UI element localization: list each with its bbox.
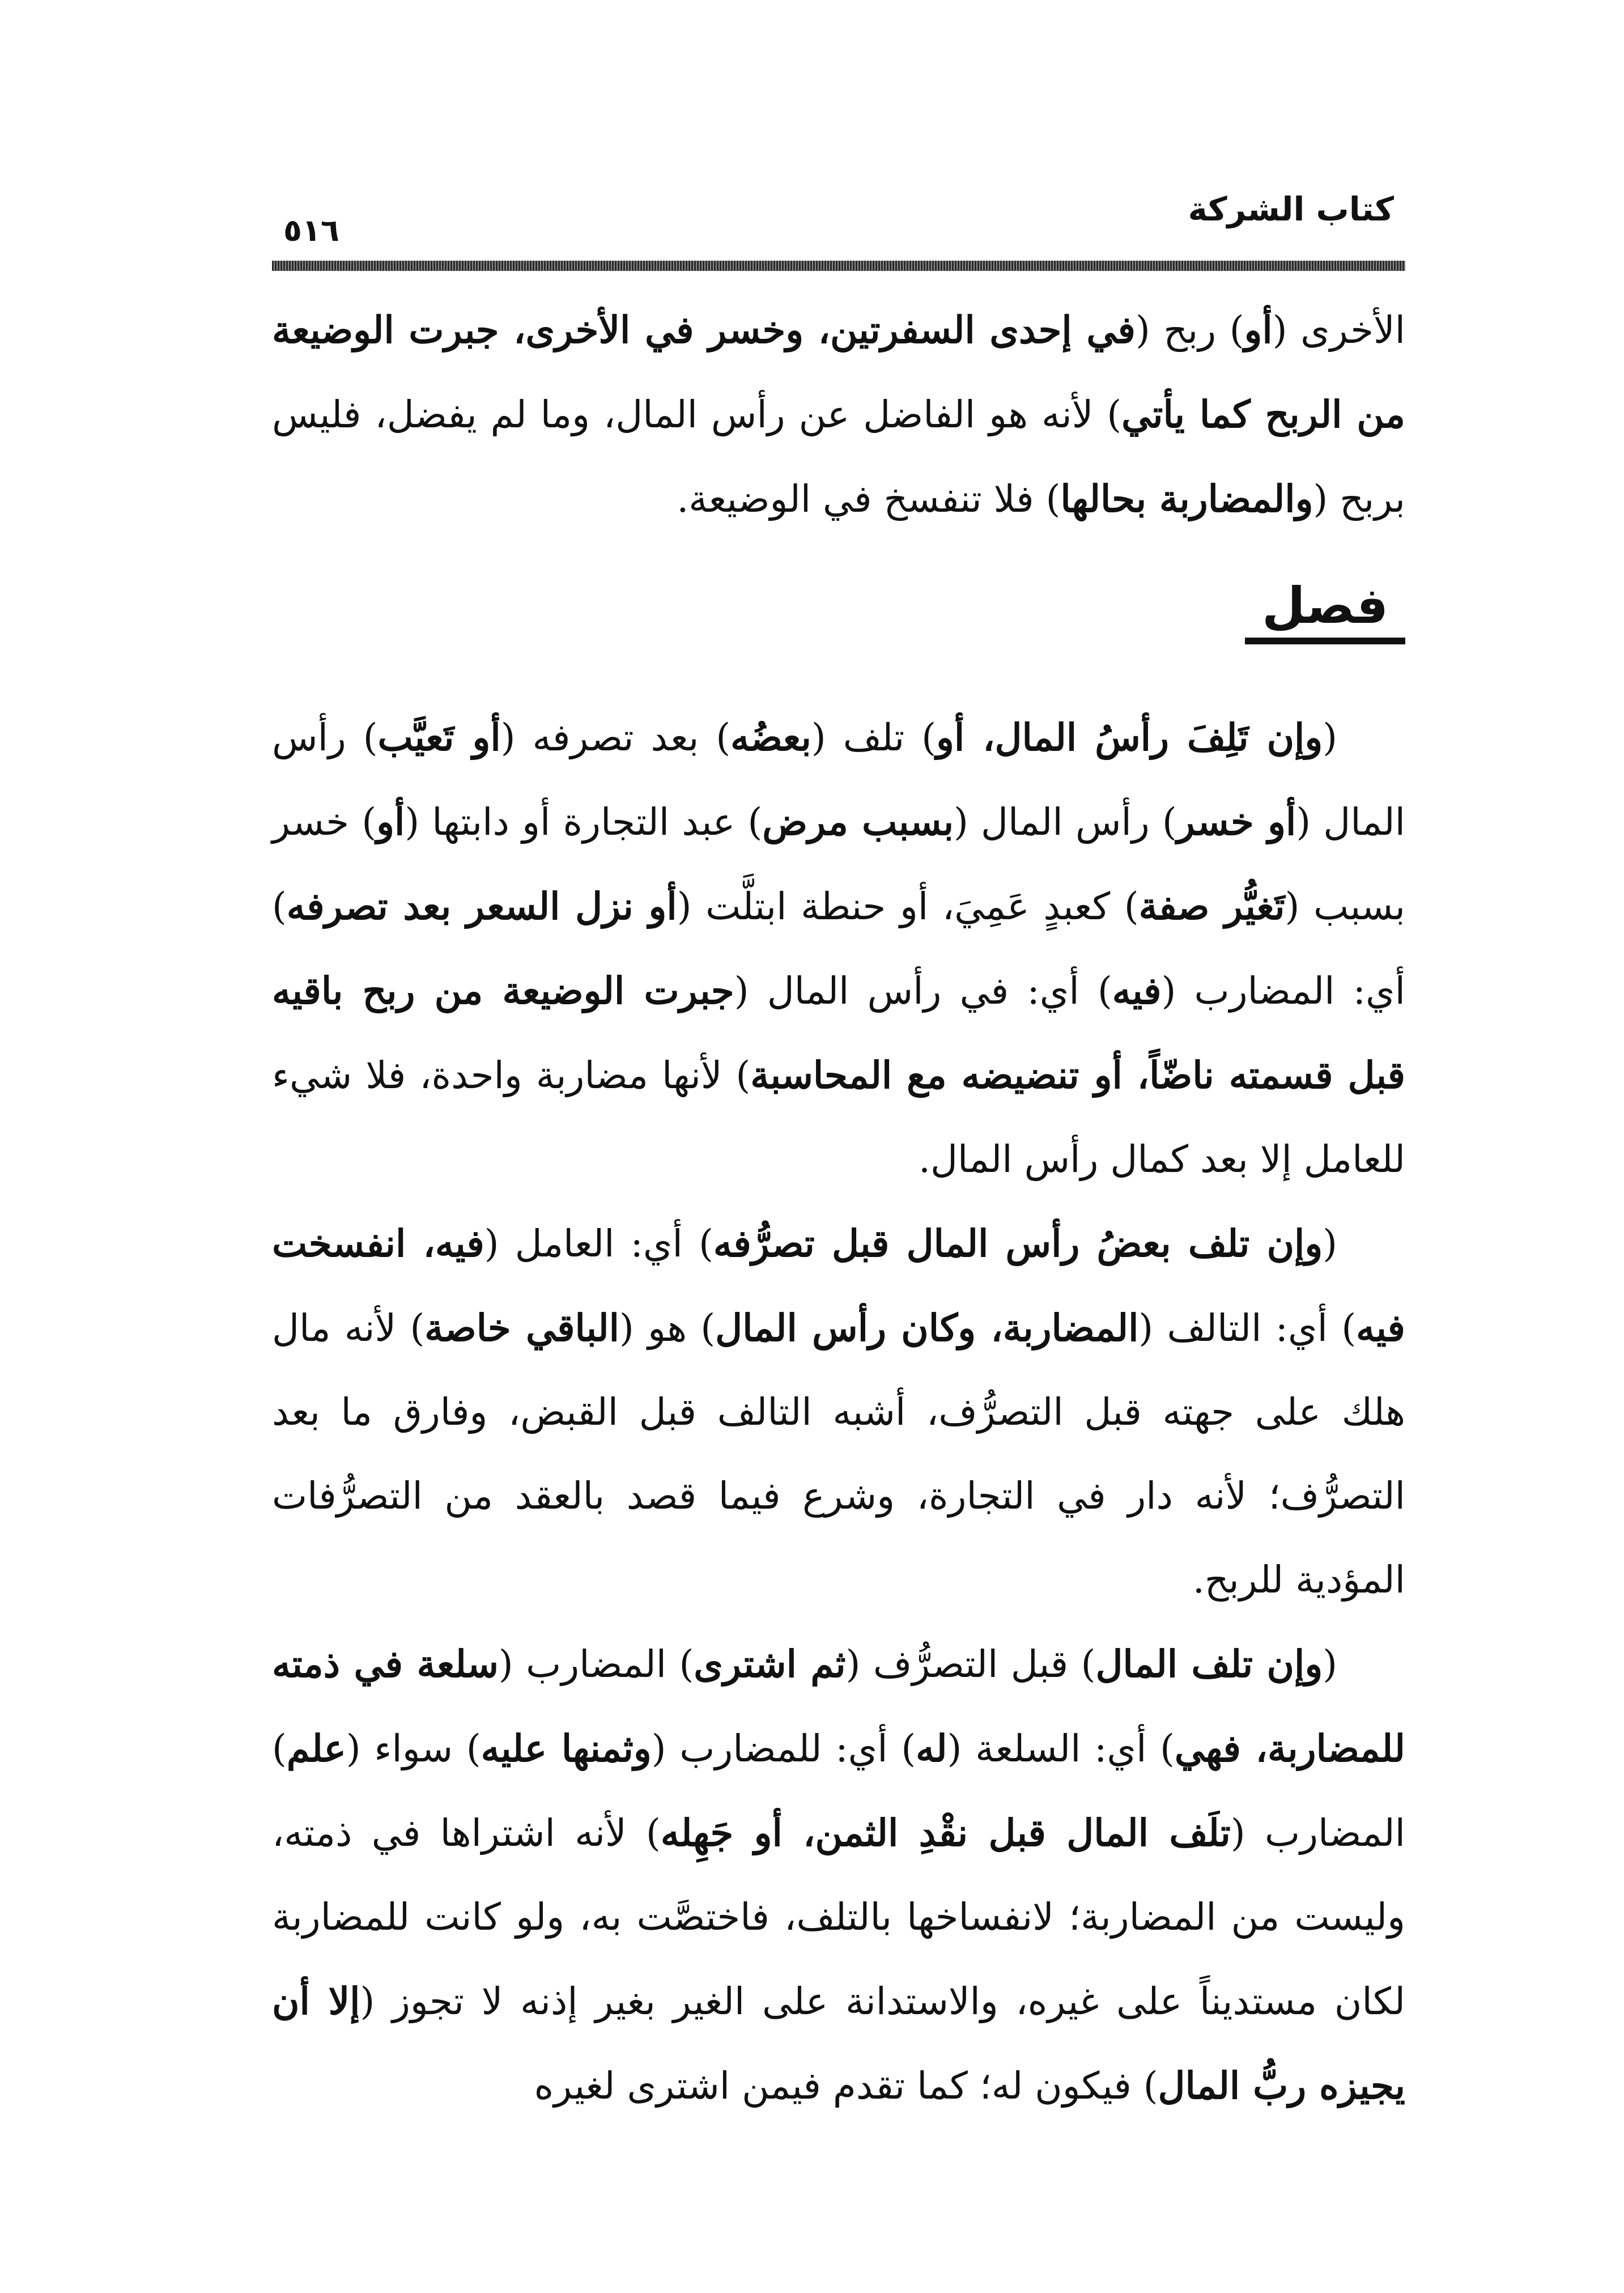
text-run: ) المضارب ( [498,1642,694,1686]
text-run: ) لأنها مضاربة واحدة، فلا شيء للعامل إلا بعد كمال رأس المال. [272,1054,1405,1181]
text-run: ) رأس المال ( [954,800,1177,844]
text-run: ) سواء ( [346,1727,481,1770]
bold-run: وثمنها عليه [481,1726,652,1770]
text-run: ) لأنه مال هلك على جهته قبل التصرُّف، أشبه التالف قبل القبض، وفارق ما بعد التصرُّف؛ لأنه دار في التجارة، وشرع فيما قصد بالعقد من التصرُّفات المؤدية للربح. [272,1306,1405,1602]
text-run: ) أي: للمضارب ( [651,1727,916,1770]
bold-run: جبرت الوضيعة من ربح باقيه قبل قسمته ناضّاً، أو تنضيضه مع المحاسبة [272,969,1405,1097]
text-run: ) هو ( [619,1306,716,1350]
bold-run: وإن تَلِفَ رأسُ المال، أو [936,715,1323,759]
text-run: ) أي: السلعة ( [947,1727,1175,1770]
bold-run: بعضُه [730,715,811,759]
section-heading [272,576,1405,644]
text-run: ) بعد تصرفه ( [500,716,731,759]
bold-run: ثم اشترى [694,1642,846,1686]
paragraph-4 [272,1622,1405,2128]
text-run: ) خسر بسبب ( [272,800,1405,928]
text-run: ) أي: التالف ( [1138,1306,1357,1350]
bold-run: تلَف المال قبل نقْدِ الثمن، أو جَهِله [660,1811,1231,1855]
text-run: الأخرى ( [1272,308,1405,352]
bold-run: أو خسر [1176,800,1296,844]
text-run: ) المضارب ( [272,1727,1405,1855]
bold-run: الباقي خاصة [424,1306,620,1350]
text-run: ) أي: المضارب ( [272,885,1405,1013]
text-run: ) أي: العامل ( [484,1222,713,1266]
bold-run: والمضاربة بحالها [1060,477,1313,521]
bold-run: أو [1244,308,1273,352]
paragraph-1 [272,288,1405,541]
bold-run: له [916,1726,947,1770]
book-page [272,187,1405,2128]
bold-run: وإن تلف المال [1095,1642,1323,1686]
paragraph-3 [272,1201,1405,1622]
bold-run: تَغيُّر صفة [1138,884,1285,928]
text-run: ) عبد التجارة أو دابتها ( [405,800,763,844]
text-run: ) رأس المال ( [272,716,1405,844]
page-number: ٥١٦ [283,213,339,248]
running-header [272,187,1405,272]
section-heading-label: فصل [1245,581,1405,644]
bold-run: وإن تلف بعضُ رأس المال قبل تصرُّفه [713,1221,1323,1266]
bold-run: إلا أن يجيزه ربُّ المال [272,1979,1405,2108]
text-run: ) لأنه اشتراها في ذمته، وليست من المضاربة؛ لانفساخها بالتلف، فاختصَّت به، ولو كانت للمضاربة لكان مستديناً على غيره، والاستدانة على الغير بغير إذنه لا تجوز ( [272,1811,1406,2023]
bold-run: المضاربة، وكان رأس المال [715,1306,1139,1350]
text-run: ) فلا تنفسخ في الوضيعة. [677,477,1061,521]
bold-run: في إحدى السفرتين، وخسر في الأخرى، جبرت الوضيعة من الربح كما يأتي [272,308,1406,436]
body-text [272,288,1405,2128]
bold-run: أو [376,800,405,844]
text-run: ) فيكون له؛ كما تقدم فيمن اشترى لغيره [534,2064,1158,2108]
bold-run: سلعة في ذمته للمضاربة، فهي [272,1642,1405,1770]
bold-run: فيه [1112,969,1162,1013]
bold-run: أو تَعيَّب [377,715,501,759]
text-run: ) كعبدٍ عَمِيَ، أو حنطة ابتلَّت ( [677,885,1139,928]
bold-run: علم [286,1726,346,1770]
running-title: كتاب الشركة [1188,190,1394,228]
bold-run: بسبب مرض [762,800,954,844]
text-run: ) تلف ( [811,716,937,759]
text-run: ) قبل التصرُّف ( [845,1642,1096,1686]
bold-run: أو نزل السعر بعد تصرفه [286,884,677,928]
text-run: ) ربح ( [1135,308,1244,352]
paragraph-2 [272,695,1405,1201]
bold-run: فيه، انفسخت فيه [272,1221,1405,1350]
text-run: ) أي: في رأس المال ( [734,969,1112,1013]
text-run: ) لأنه هو الفاضل عن رأس المال، وما لم يفضل، فليس بربح ( [272,393,1405,521]
text-run: ( [1323,1222,1337,1266]
text-run: ( [1323,716,1338,759]
text-run: ( [1323,1642,1337,1686]
header-rule [272,261,1405,271]
